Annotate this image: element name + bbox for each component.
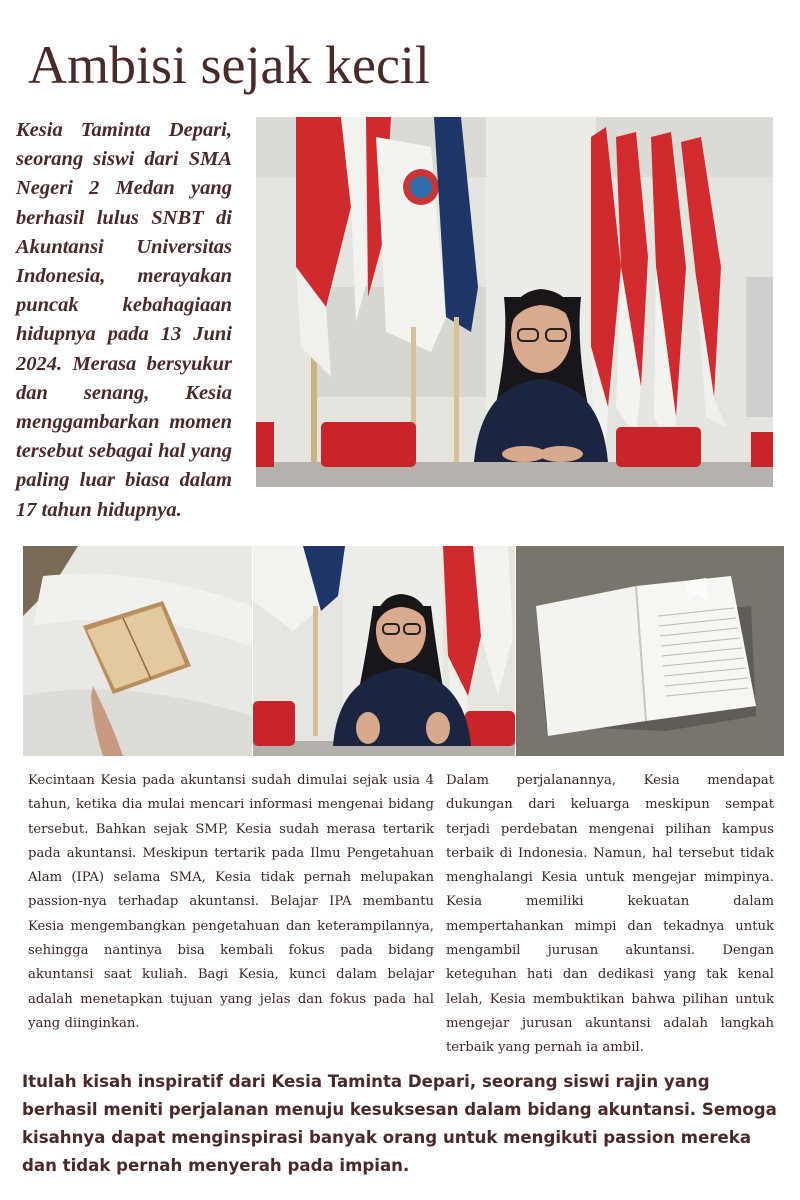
- book-on-sheet-photo: [23, 546, 252, 756]
- closing-paragraph: Itulah kisah inspiratif dari Kesia Taminta Depari, seorang siswi rajin yang berhasil meniti perjalanan menuju kesuksesan dalam bidang akuntansi. Semoga kisahnya dapat menginspirasi banyak orang untuk mengikuti passion mereka dan tidak pernah menyerah pada impian.: [22, 1072, 777, 1175]
- open-book-photo: [516, 546, 784, 756]
- article-title: Ambisi sejak kecil: [28, 35, 430, 95]
- student-speaking-photo: [253, 546, 515, 756]
- main-photo: [256, 117, 773, 487]
- body-column-right: Dalam perjalanannya, Kesia mendapat dukungan dari keluarga meskipun sempat terjadi perdebatan mengenai pilihan kampus terbaik di Indonesia. Namun, hal tersebut tidak menghalangi Kesia untuk mengejar mimpinya. Kesia memiliki kekuatan dalam mempertahankan mimpi dan tekadnya untuk mengambil jurusan akuntansi. Dengan keteguhan hati dan dedikasi yang tak kenal lelah, Kesia membuktikan bahwa pilihan untuk mengejar jurusan akuntansi adalah langkah terbaik yang pernah ia ambil.: [446, 773, 774, 1056]
- body-column-left: Kecintaan Kesia pada akuntansi sudah dimulai sejak usia 4 tahun, ketika dia mulai mencari informasi mengenai bidang tersebut. Bahkan sejak SMP, Kesia sudah merasa tertarik pada akuntansi. Meskipun tertarik pada Ilmu Pengetahuan Alam (IPA) selama SMA, Kesia tidak pernah melupakan passion-nya terhadap akuntansi. Belajar IPA membantu Kesia mengembangkan pengetahuan dan keterampilannya, sehingga nantinya bisa kembali fokus pada bidang akuntansi saat kuliah. Bagi Kesia, kunci dalam belajar adalah menetapkan tujuan yang jelas dan fokus pada hal yang diinginkan.: [28, 773, 434, 1031]
- lead-paragraph: Kesia Taminta Depari, seorang siswi dari SMA Negeri 2 Medan yang berhasil lulus SNBT di Akuntansi Universitas Indonesia, merayakan puncak kebahagiaan hidupnya pada 13 Juni 2024. Merasa bersyukur dan senang, Kesia menggambarkan momen tersebut sebagai hal yang paling luar biasa dalam 17 tahun hidupnya.: [16, 119, 232, 521]
